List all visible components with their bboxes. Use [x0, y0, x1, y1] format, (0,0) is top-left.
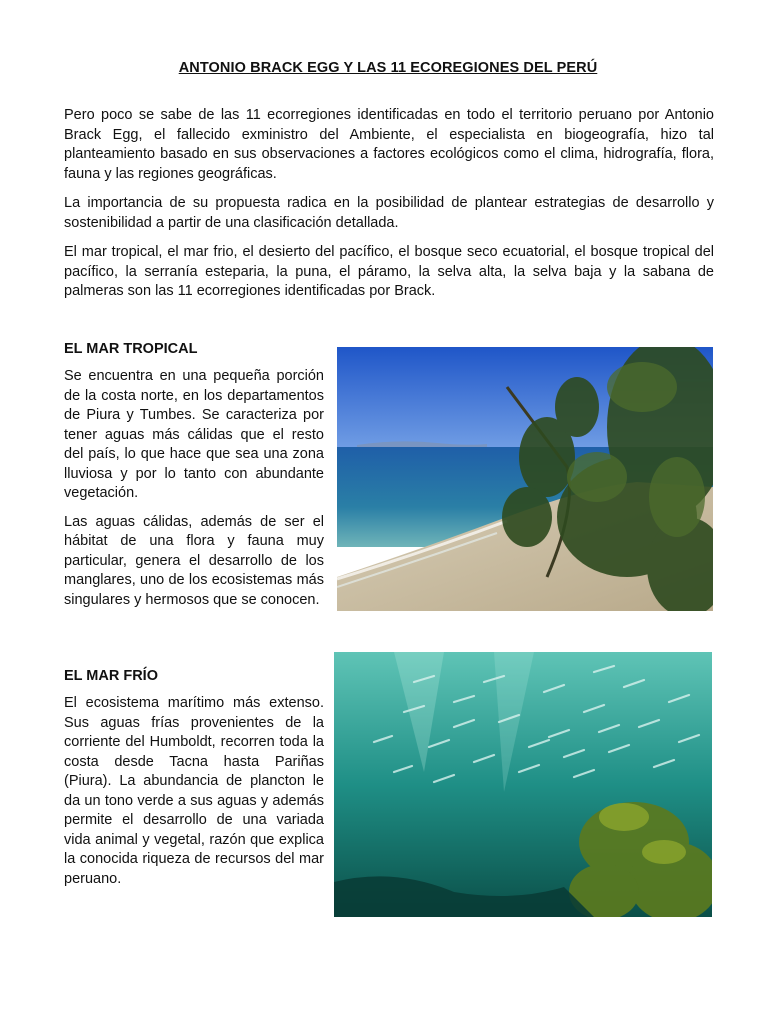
section-heading-mar-frio: EL MAR FRÍO [64, 668, 158, 684]
document-title: ANTONIO BRACK EGG Y LAS 11 ECOREGIONES DEL PERÚ [178, 60, 598, 76]
section-mar-tropical [64, 340, 324, 619]
fish-school-photo [334, 652, 712, 917]
intro-text [64, 106, 714, 312]
section-paragraph: Las aguas cálidas, además de ser el hábitat de una flora y fauna muy particular, genera el desarrollo de los manglares, uno de los ecosistemas más singulares y hermosos que se conocen. [64, 513, 324, 608]
intro-paragraph-2: La importancia de su propuesta radica en la posibilidad de plantear estrategias de desarrollo y sostenibilidad a partir de una clasificación detallada. [64, 195, 714, 231]
section-heading-mar-tropical: EL MAR TROPICAL [64, 341, 198, 357]
beach-photo [337, 347, 713, 611]
section-mar-frio [64, 667, 324, 898]
section-paragraph: Se encuentra en una pequeña porción de la costa norte, en los departamentos de Piura y Tumbes. Se caracteriza por tener aguas más cálidas que el resto del país, lo que hace que sea una zona lluviosa y por lo tanto con abundante vegetación. [64, 368, 324, 501]
intro-paragraph-1: Pero poco se sabe de las 11 ecorregiones identificadas en todo el territorio peruano por Antonio Brack Egg, el fallecido exministro del Ambiente, el especialista en biogeografía, hizo tal planteamiento basado en sus observaciones a factores ecológicos como el clima, hidrografía, flora, fauna y las regiones geográficas. [64, 107, 714, 182]
intro-paragraph-3: El mar tropical, el mar frio, el desierto del pacífico, el bosque seco ecuatorial, el bosque tropical del pacífico, la serranía esteparia, la puna, el páramo, la selva alta, la selva baja y la sabana de palmeras son las 11 ecorregiones identificadas por Brack. [64, 244, 714, 299]
section-paragraph: El ecosistema marítimo más extenso. Sus aguas frías provenientes de la corriente del Humboldt, recorren toda la costa desde Tacna hasta Pariñas (Piura). La abundancia de plancton le da un tono verde a sus aguas y además permite el desarrollo de una variada vida animal y vegetal, razón que explica la conocida riqueza de recursos del mar peruano. [64, 695, 324, 887]
